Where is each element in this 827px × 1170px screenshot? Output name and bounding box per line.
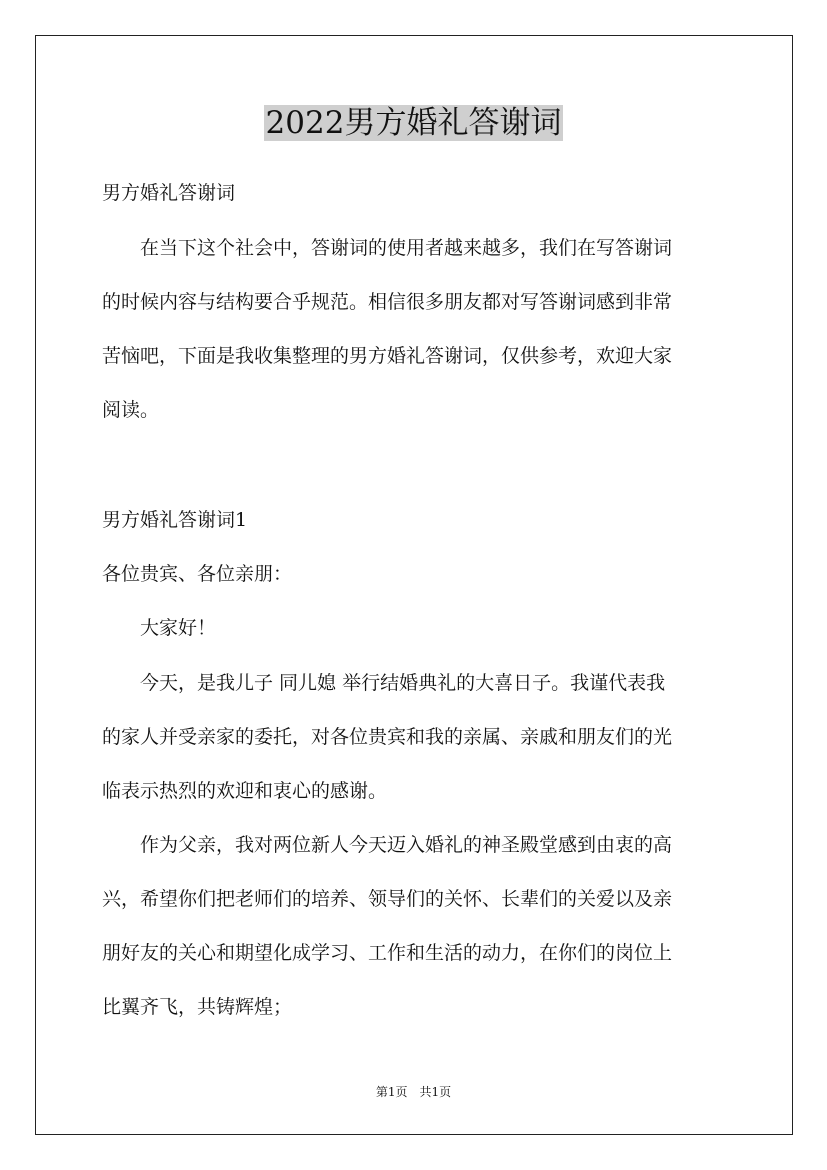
body-line-5: 兴，希望你们把老师们的培养、领导们的关怀、长辈们的关爱以及亲	[102, 888, 673, 910]
intro-line-3: 苦恼吧，下面是我收集整理的男方婚礼答谢词，仅供参考，欢迎大家	[102, 345, 673, 367]
document-title-text: 2022男方婚礼答谢词	[265, 105, 562, 141]
body-line-2: 的家人并受亲家的委托，对各位贵宾和我的亲属、亲戚和朋友们的光	[102, 726, 673, 748]
intro-line-1: 在当下这个社会中，答谢词的使用者越来越多，我们在写答谢词	[102, 237, 673, 259]
page-footer: 第1页 共1页	[375, 1085, 452, 1099]
body-line-7: 比翼齐飞，共铸辉煌；	[102, 996, 293, 1018]
speech-heading: 男方婚礼答谢词1	[102, 509, 248, 531]
salutation: 各位贵宾、各位亲朋：	[102, 563, 293, 585]
body-line-3: 临表示热烈的欢迎和衷心的感谢。	[102, 780, 388, 802]
section-heading: 男方婚礼答谢词	[102, 182, 236, 204]
intro-line-4: 阅读。	[102, 399, 160, 421]
body-line-4: 作为父亲，我对两位新人今天迈入婚礼的神圣殿堂感到由衷的高	[102, 834, 673, 856]
body-line-1: 今天，是我儿子 同儿媳 举行结婚典礼的大喜日子。我谨代表我	[102, 672, 666, 694]
document-title	[0, 104, 827, 142]
intro-line-2: 的时候内容与结构要合乎规范。相信很多朋友都对写答谢词感到非常	[102, 291, 673, 313]
body-line-6: 朋好友的关心和期望化成学习、工作和生活的动力，在你们的岗位上	[102, 942, 673, 964]
greeting: 大家好！	[102, 617, 217, 639]
